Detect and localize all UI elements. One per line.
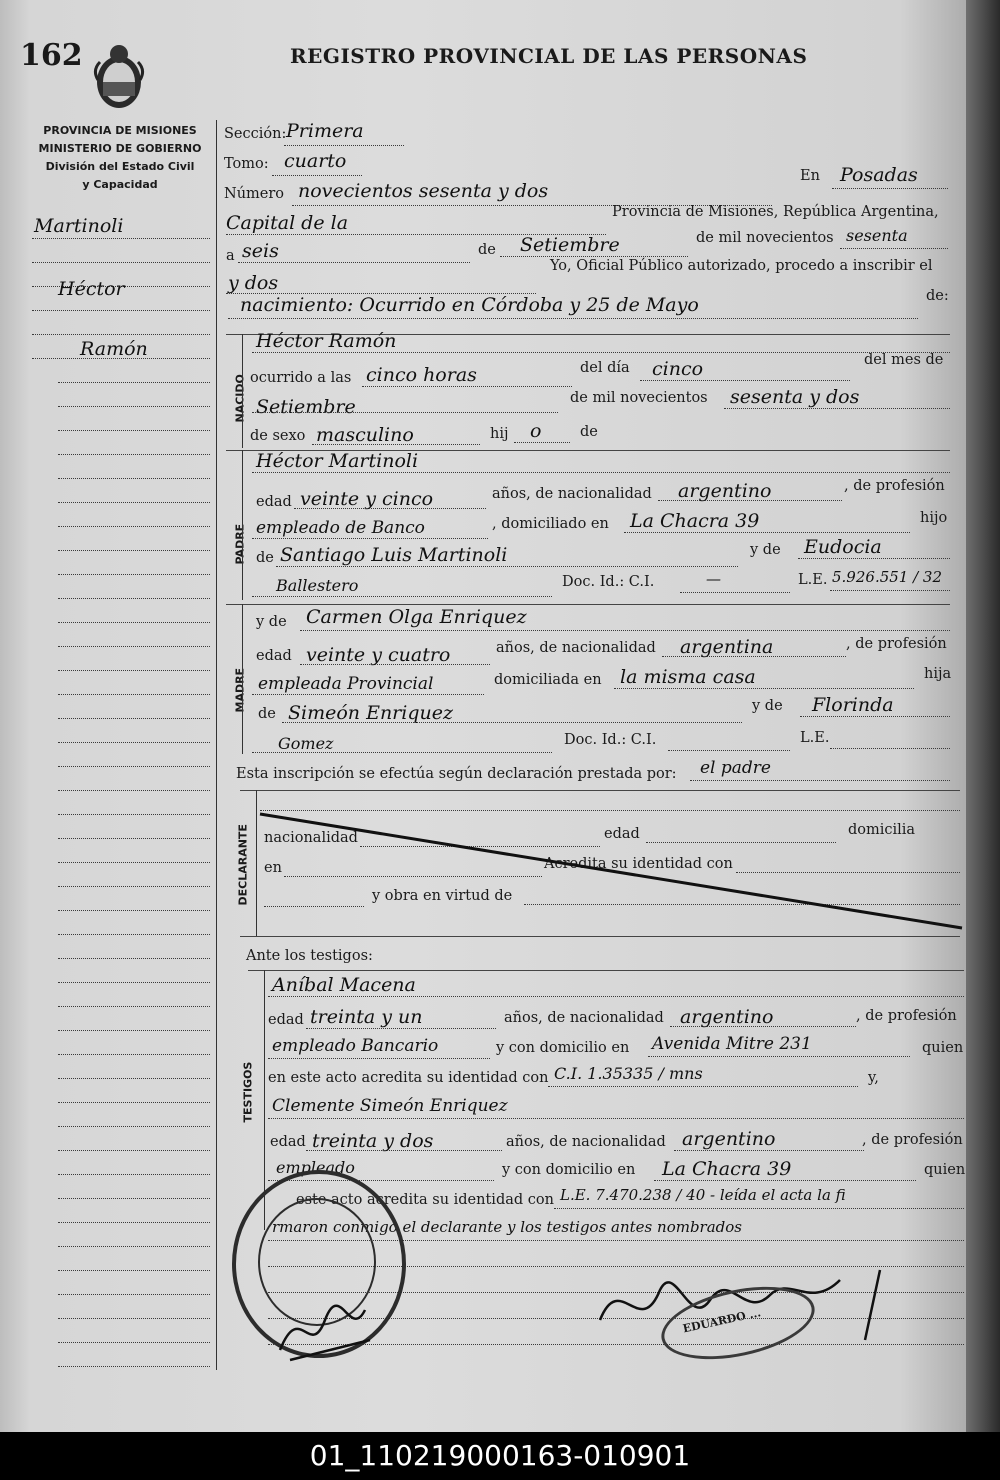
margin-rule-line [32, 262, 210, 263]
margin-rule-line [58, 1030, 210, 1031]
de-mil-label: de mil novecientos [696, 230, 834, 246]
issuer-line-4: y Capacidad [82, 178, 158, 191]
seccion-value: Primera [286, 120, 364, 142]
t2-dom-value: La Chacra 39 [662, 1158, 792, 1180]
padre-de-label: de [256, 550, 274, 566]
margin-rule-line [58, 982, 210, 983]
tomo-label: Tomo: [224, 156, 269, 172]
margin-rule-line [58, 1270, 210, 1271]
margin-rule-line [58, 1174, 210, 1175]
t1-quien-label: quien [922, 1040, 964, 1056]
madre-de-label: de [258, 706, 276, 722]
page-edge-shadow [966, 0, 1000, 1432]
side-label-nacido: NACIDO [233, 374, 247, 423]
padre-anos-label: años, de nacionalidad [492, 486, 652, 502]
side-label-testigos: TESTIGOS [241, 1061, 255, 1123]
t1-dom-value: Avenida Mitre 231 [652, 1034, 812, 1054]
decl-obra-label: y obra en virtud de [372, 888, 513, 904]
margin-surname: Martinoli [34, 215, 124, 237]
padre-docid-label: Doc. Id.: C.I. [562, 574, 655, 590]
abuela-mat-value: Florinda [812, 694, 894, 716]
margin-rule-line [58, 1102, 210, 1103]
t2-edad-label: edad [270, 1134, 306, 1150]
t2-prof-value: empleado [276, 1158, 355, 1177]
abuelo-pat-value: Santiago Luis Martinoli [280, 544, 508, 566]
nacimiento-value: nacimiento: Ocurrido en Córdoba y 25 de Mayo [240, 294, 699, 316]
t1-nac-value: argentino [680, 1006, 774, 1028]
madre-dom-value: la misma casa [620, 666, 756, 688]
madre-edad-value: veinte y cuatro [306, 644, 451, 666]
image-caption: 01_110219000163-010901 [0, 1432, 1000, 1480]
madre-nombre-value: Carmen Olga Enriquez [306, 606, 527, 628]
padre-prof-label: , de profesión [844, 478, 945, 494]
del-dia-label: del día [580, 360, 630, 376]
padre-nac-value: argentino [678, 480, 772, 502]
margin-rule-line [58, 790, 210, 791]
margin-rule-line [58, 526, 210, 527]
t1-acredita-label: en este acto acredita su identidad con [268, 1070, 549, 1086]
anio2-value: y dos [228, 272, 279, 294]
abuela-pat2-value: Ballestero [276, 576, 359, 595]
madre-le-label: L.E. [800, 730, 830, 746]
t2-edad-value: treinta y dos [312, 1130, 434, 1152]
margin-rule-line [58, 862, 210, 863]
padre-dom-label: , domiciliado en [492, 516, 609, 532]
margin-rule-line [58, 1222, 210, 1223]
hijo-label: hijo [920, 510, 948, 526]
decl-nac-label: nacionalidad [264, 830, 358, 846]
madre-edad-label: edad [256, 648, 292, 664]
margin-rule-line [58, 694, 210, 695]
margin-rule-line [58, 406, 210, 407]
sexo-label: de sexo [250, 428, 306, 444]
decl-dom-label: domicilia [848, 822, 916, 838]
hij-label: hij [490, 426, 509, 442]
margin-rule-line [58, 742, 210, 743]
numero-value: novecientos sesenta y dos [298, 180, 549, 202]
margin-rule-line [32, 334, 210, 335]
margin-rule-line [58, 934, 210, 935]
madre-yde2-label: y de [752, 698, 783, 714]
margin-rule-line [58, 1294, 210, 1295]
seccion-label: Sección: [224, 126, 287, 142]
madre-docid-label: Doc. Id.: C.I. [564, 732, 657, 748]
capital-value: Capital de la [226, 212, 349, 234]
margin-rule-line [58, 430, 210, 431]
t1-id-value: C.I. 1.35335 / mns [554, 1064, 703, 1083]
de2-label: de [580, 424, 598, 440]
del-mes-label: del mes de [864, 352, 944, 368]
margin-rule-line [58, 646, 210, 647]
coat-of-arms-icon [90, 40, 148, 112]
margin-rule-line [58, 1006, 210, 1007]
margin-rule-line [58, 1126, 210, 1127]
mes-nac-value: Setiembre [256, 396, 356, 418]
yo-oficial-label: Yo, Oficial Público autorizado, procedo a inscribir el [550, 258, 933, 274]
provincia-label: Provincia de Misiones, República Argentina, [612, 204, 939, 220]
margin-rule-line [58, 886, 210, 887]
decl-edad-label: edad [604, 826, 640, 842]
t2-dom-label: y con domicilio en [502, 1162, 636, 1178]
madre-anos-label: años, de nacionalidad [496, 640, 656, 656]
issuer-block [28, 122, 212, 194]
padre-yde-label: y de [750, 542, 781, 558]
nombre-value: Héctor Ramón [256, 330, 397, 352]
t2-nac-value: argentino [682, 1128, 776, 1150]
padre-edad-value: veinte y cinco [300, 488, 434, 510]
testigo1-value: Aníbal Macena [272, 974, 416, 996]
margin-rule-line [58, 598, 210, 599]
sexo-value: masculino [316, 424, 414, 446]
margin-rule-line [58, 574, 210, 575]
padre-ci-value: — [706, 570, 721, 588]
dia-value: seis [242, 240, 279, 262]
t2-id-value: L.E. 7.470.238 / 40 - leída el acta la fi [560, 1186, 846, 1204]
margin-rule-line [58, 1198, 210, 1199]
margin-rule-line [58, 814, 210, 815]
t2-anos-label: años, de nacionalidad [506, 1134, 666, 1150]
margin-rule-line [58, 502, 210, 503]
margin-rule-line [58, 1366, 210, 1367]
padre-le-value: 5.926.551 / 32 [832, 568, 943, 586]
numero-label: Número [224, 186, 285, 202]
t1-dom-label: y con domicilio en [496, 1040, 630, 1056]
margin-second-name: Ramón [80, 338, 148, 360]
margin-rule-line [58, 670, 210, 671]
mes-value: Setiembre [520, 234, 620, 256]
margin-rule-line [58, 718, 210, 719]
decl-acredita-label: Acredita su identidad con [544, 856, 733, 872]
de-label: de [478, 242, 496, 258]
t1-y-label: y, [868, 1070, 879, 1086]
madre-prof-label: , de profesión [846, 636, 947, 652]
margin-rule-line [58, 766, 210, 767]
page-number: 162 [20, 38, 83, 73]
margin-rule-line [58, 1246, 210, 1247]
margin-rule-line [58, 478, 210, 479]
margin-rule-line [58, 454, 210, 455]
side-label-declarante: DECLARANTE [236, 824, 250, 906]
padre-edad-label: edad [256, 494, 292, 510]
margin-rule-line [58, 550, 210, 551]
strike-through-line [256, 800, 966, 930]
side-label-madre: MADRE [233, 667, 247, 713]
margin-first-name: Héctor [58, 278, 125, 300]
issuer-line-2: MINISTERIO DE GOBIERNO [38, 142, 202, 155]
padre-prof-value: empleado de Banco [256, 518, 425, 538]
t2-prof-label: , de profesión [862, 1132, 963, 1148]
t2-acredita-label: este acto acredita su identidad con [296, 1192, 554, 1208]
declarante-value: el padre [700, 758, 771, 778]
t1-prof-label: , de profesión [856, 1008, 957, 1024]
margin-rule-line [58, 1342, 210, 1343]
de-mil-nov-label: de mil novecientos [570, 390, 708, 406]
margin-rule-line [58, 958, 210, 959]
page-title: REGISTRO PROVINCIAL DE LAS PERSONAS [290, 44, 808, 68]
de-colon-label: de: [926, 288, 949, 304]
abuela-pat-value: Eudocia [804, 536, 882, 558]
en-value: Posadas [840, 164, 918, 186]
esta-inscripcion-label: Esta inscripción se efectúa según declaración prestada por: [236, 766, 677, 782]
margin-rule-line [58, 1150, 210, 1151]
ante-testigos-label: Ante los testigos: [246, 948, 373, 964]
madre-nac-value: argentina [680, 636, 774, 658]
issuer-line-3: División del Estado Civil [45, 160, 195, 173]
hij-suffix: o [530, 420, 542, 442]
t1-anos-label: años, de nacionalidad [504, 1010, 664, 1026]
margin-rule-line [32, 238, 210, 239]
abuela-mat2-value: Gomez [278, 734, 334, 753]
margin-rule-line [58, 622, 210, 623]
padre-le-label: L.E. [798, 572, 828, 588]
t1-prof-value: empleado Bancario [272, 1036, 439, 1056]
margin-rule-line [58, 910, 210, 911]
margin-rule-line [58, 838, 210, 839]
t2-quien-label: quien [924, 1162, 966, 1178]
column-divider [216, 120, 217, 1370]
tomo-value: cuarto [284, 150, 347, 172]
madre-yde-label: y de [256, 614, 287, 630]
anio-nac-value: sesenta y dos [730, 386, 860, 408]
margin-rule-line [32, 310, 210, 311]
margin-rule-line [58, 1054, 210, 1055]
side-label-padre: PADRE [233, 523, 247, 565]
abuelo-mat-value: Simeón Enriquez [288, 702, 453, 724]
madre-dom-label: domiciliada en [494, 672, 602, 688]
anio-value: sesenta [846, 226, 908, 245]
testigo2-value: Clemente Simeón Enriquez [272, 1096, 508, 1116]
t1-edad-label: edad [268, 1012, 304, 1028]
signature-official-icon [270, 1280, 390, 1370]
ocurrido-label: ocurrido a las [250, 370, 352, 386]
hija-label: hija [924, 666, 952, 682]
margin-rule-line [58, 1078, 210, 1079]
margin-rule-line [58, 1318, 210, 1319]
padre-nombre-value: Héctor Martinoli [256, 450, 419, 472]
madre-prof-value: empleada Provincial [258, 674, 434, 694]
signature-stamp-text: EDUARDO ... [681, 1306, 762, 1336]
padre-dom-value: La Chacra 39 [630, 510, 760, 532]
cierre-value: rmaron conmigo el declarante y los testigos antes nombrados [272, 1218, 742, 1236]
dia-nac-value: cinco [652, 358, 704, 380]
margin-rule-line [58, 382, 210, 383]
decl-en-label: en [264, 860, 282, 876]
hora-value: cinco horas [366, 364, 477, 386]
t1-edad-value: treinta y un [310, 1006, 423, 1028]
en-label: En [800, 168, 820, 184]
a-label: a [226, 248, 235, 264]
issuer-line-1: PROVINCIA DE MISIONES [43, 124, 197, 137]
